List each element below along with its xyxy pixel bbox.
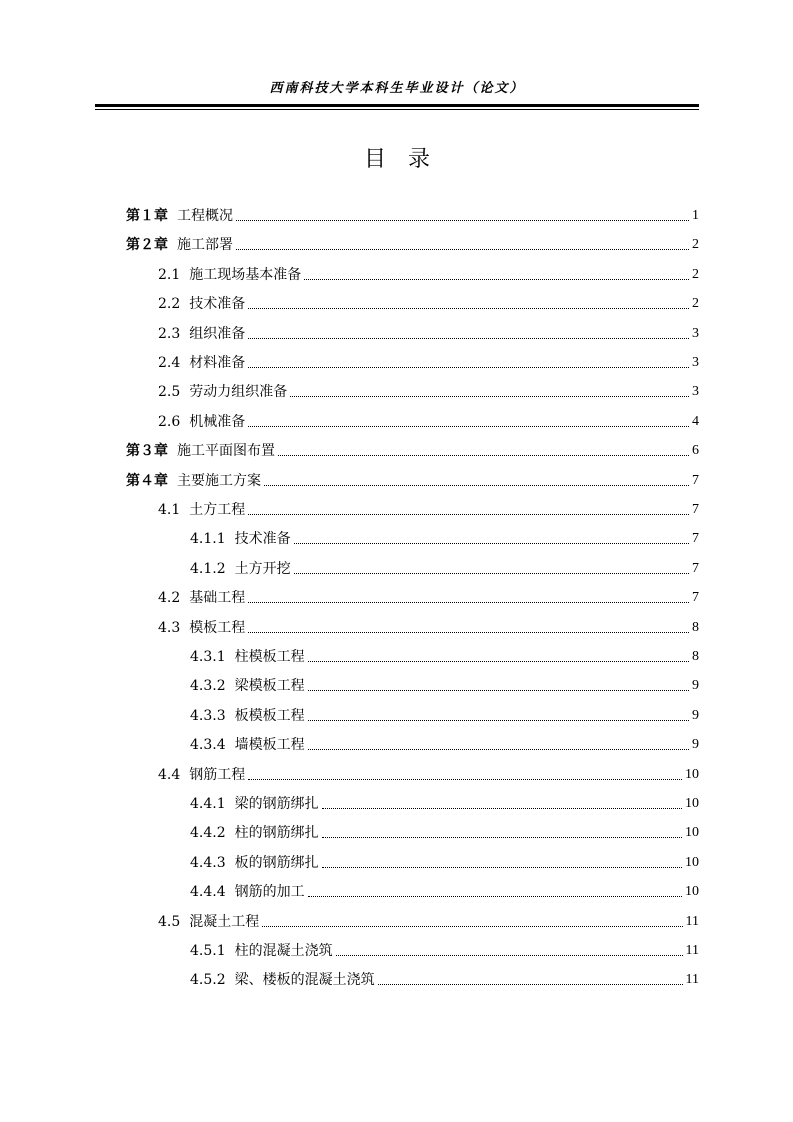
toc-entry-title: 基础工程 — [189, 590, 246, 607]
toc-dot-leader — [248, 308, 689, 309]
toc-entry-page: 10 — [685, 884, 699, 900]
toc-entry-number: 4.4.2 — [190, 825, 226, 842]
toc-entry-page: 6 — [692, 443, 699, 459]
toc-entry-number: 第３章 — [126, 443, 168, 460]
toc-entry-number: 4.3.2 — [190, 678, 226, 695]
toc-entry-page: 10 — [685, 796, 699, 811]
toc-entry-page: 7 — [692, 560, 699, 576]
header-rule-thin — [95, 109, 699, 110]
toc-entry-title: 工程概况 — [177, 208, 233, 224]
toc-entry-page: 2 — [692, 296, 699, 312]
toc-dot-leader — [248, 514, 689, 515]
toc-entry-page: 7 — [692, 531, 699, 547]
toc-entry-title: 梁的钢筋绑扎 — [234, 796, 319, 812]
toc-entry-number: 4.1 — [158, 502, 181, 518]
toc-entry-title: 施工部署 — [177, 237, 233, 254]
toc-entry-number: 2.5 — [158, 384, 181, 401]
toc-entry-number: 4.5 — [158, 913, 181, 930]
toc-entry-title: 主要施工方案 — [177, 472, 261, 489]
toc-dot-leader — [322, 808, 682, 809]
toc-dot-leader — [322, 837, 682, 838]
toc-entry[interactable] — [158, 349, 699, 373]
toc-entry-number: 第２章 — [126, 237, 168, 254]
toc-entry-page: 4 — [692, 413, 699, 429]
toc-dot-leader — [308, 896, 682, 897]
toc-entry-page: 8 — [692, 649, 699, 664]
toc-entry-title: 模板工程 — [189, 619, 246, 636]
toc-entry-number: 4.5.1 — [190, 943, 226, 959]
toc-entry[interactable] — [190, 878, 699, 902]
toc-dot-leader — [308, 690, 689, 691]
toc-entry[interactable] — [190, 643, 699, 667]
toc-entry-page: 9 — [692, 707, 699, 723]
toc-entry-page: 2 — [692, 237, 699, 253]
toc-entry-title: 钢筋工程 — [189, 766, 246, 783]
toc-entry[interactable] — [190, 966, 699, 990]
toc-entry-page: 3 — [692, 325, 699, 341]
toc-dot-leader — [264, 485, 689, 486]
toc-dot-leader — [248, 632, 689, 633]
toc-entry[interactable] — [190, 555, 699, 579]
toc-entry-number: 4.3.3 — [190, 707, 226, 724]
toc-entry[interactable] — [126, 231, 699, 255]
toc-entry[interactable] — [190, 819, 699, 843]
header-rule-thick — [95, 104, 699, 107]
running-header: 西南科技大学本科生毕业设计（论文） — [269, 81, 525, 96]
toc-entry-page: 9 — [692, 737, 699, 753]
toc-entry-number: 第４章 — [126, 472, 168, 489]
toc-entry-number: 4.1.2 — [190, 560, 226, 577]
toc-dot-leader — [248, 779, 682, 780]
toc-entry-number: 4.2 — [158, 590, 181, 607]
toc-dot-leader — [294, 573, 689, 574]
toc-entry-title: 混凝土工程 — [189, 913, 260, 930]
toc-entry-page: 7 — [692, 472, 699, 488]
toc-dot-leader — [262, 926, 682, 927]
toc-entry[interactable] — [158, 761, 699, 785]
toc-entry[interactable] — [158, 496, 699, 520]
toc-dot-leader — [308, 661, 689, 662]
toc-entry[interactable] — [158, 584, 699, 608]
toc-entry-number: 2.6 — [158, 413, 181, 430]
toc-entry-page: 11 — [685, 943, 699, 958]
toc-entry-number: 4.3.4 — [190, 737, 226, 754]
toc-dot-leader — [308, 749, 689, 750]
toc-entry-title: 板的钢筋绑扎 — [234, 854, 319, 871]
toc-entry-number: 4.4.4 — [190, 884, 226, 901]
toc-dot-leader — [308, 720, 689, 721]
toc-entry-number: 4.4 — [158, 766, 181, 783]
toc-entry-number: 第１章 — [126, 208, 168, 224]
toc-entry-title: 土方工程 — [189, 502, 246, 518]
toc-dot-leader — [248, 426, 689, 427]
toc-entry-page: 9 — [692, 678, 699, 694]
toc-entry[interactable] — [190, 849, 699, 873]
toc-entry[interactable] — [158, 378, 699, 402]
toc-entry-title: 梁、楼板的混凝土浇筑 — [234, 972, 375, 989]
toc-entry[interactable] — [158, 908, 699, 932]
toc-entry[interactable] — [158, 261, 699, 285]
toc-entry-title: 柱的混凝土浇筑 — [234, 943, 333, 959]
toc-entry-page: 3 — [692, 384, 699, 400]
toc-entry-page: 10 — [685, 766, 699, 782]
toc-entry[interactable] — [190, 937, 699, 961]
toc-entry[interactable] — [158, 320, 699, 344]
toc-entry-number: 4.3.1 — [190, 649, 226, 665]
toc-entry-page: 8 — [692, 619, 699, 635]
toc-entry[interactable] — [126, 467, 699, 491]
toc-entry-title: 施工平面图布置 — [177, 443, 275, 460]
toc-dot-leader — [294, 543, 689, 544]
toc-dot-leader — [278, 455, 689, 456]
toc-entry-title: 组织准备 — [189, 325, 246, 342]
toc-entry-title: 柱模板工程 — [234, 649, 305, 665]
toc-entry-number: 4.4.1 — [190, 796, 226, 812]
toc-entry-page: 2 — [692, 266, 699, 282]
toc-entry-page: 10 — [685, 825, 699, 841]
toc-entry[interactable] — [190, 790, 699, 814]
toc-entry-page: 10 — [685, 854, 699, 870]
toc-dot-leader — [304, 279, 689, 280]
toc-entry-number: 2.1 — [158, 266, 181, 283]
toc-entry-number: 2.4 — [158, 355, 181, 371]
toc-dot-leader — [248, 602, 689, 603]
toc-entry-page: 11 — [685, 972, 699, 988]
toc-entry-title: 劳动力组织准备 — [189, 384, 288, 401]
toc-dot-leader — [378, 984, 683, 985]
toc-entry-number: 4.3 — [158, 619, 181, 636]
toc-entry[interactable] — [190, 702, 699, 726]
toc-entry-title: 土方开挖 — [234, 560, 291, 577]
toc-entry-page: 7 — [692, 590, 699, 606]
toc-entry-number: 4.1.1 — [190, 531, 226, 548]
toc-entry[interactable] — [190, 525, 699, 549]
toc-entry-title: 机械准备 — [189, 413, 246, 430]
toc-dot-leader — [236, 220, 689, 221]
toc-entry[interactable] — [190, 672, 699, 696]
toc-entry-number: 2.2 — [158, 296, 181, 313]
toc-dot-leader — [322, 867, 682, 868]
toc-entry-number: 2.3 — [158, 325, 181, 342]
toc-entry-title: 墙模板工程 — [234, 737, 305, 754]
toc-entry-number: 4.5.2 — [190, 972, 226, 989]
toc-title: 目录 — [363, 147, 452, 172]
toc-entry-title: 技术准备 — [189, 296, 246, 313]
toc-entry-title: 梁模板工程 — [234, 678, 305, 695]
toc-entry-title: 柱的钢筋绑扎 — [234, 825, 319, 842]
toc-entry-title: 板模板工程 — [234, 707, 305, 724]
toc-entry-page: 7 — [692, 502, 699, 517]
toc-entry[interactable] — [158, 614, 699, 638]
toc-dot-leader — [336, 955, 683, 956]
toc-entry-title: 施工现场基本准备 — [189, 266, 302, 283]
toc-entry-title: 材料准备 — [189, 355, 246, 371]
toc-entry-page: 11 — [685, 913, 699, 929]
toc-dot-leader — [290, 396, 689, 397]
toc-entry[interactable] — [158, 290, 699, 314]
toc-dot-leader — [248, 338, 689, 339]
toc-entry[interactable] — [126, 437, 699, 461]
toc-entry[interactable] — [126, 202, 699, 226]
toc-entry-number: 4.4.3 — [190, 854, 226, 871]
toc-entry-page: 1 — [692, 208, 699, 223]
toc-dot-leader — [248, 367, 689, 368]
toc-entry[interactable] — [190, 731, 699, 755]
toc-entry-title: 钢筋的加工 — [234, 884, 305, 901]
toc-entry[interactable] — [158, 408, 699, 432]
toc-entry-title: 技术准备 — [234, 531, 291, 548]
toc-dot-leader — [236, 249, 689, 250]
toc-entry-page: 3 — [692, 355, 699, 370]
